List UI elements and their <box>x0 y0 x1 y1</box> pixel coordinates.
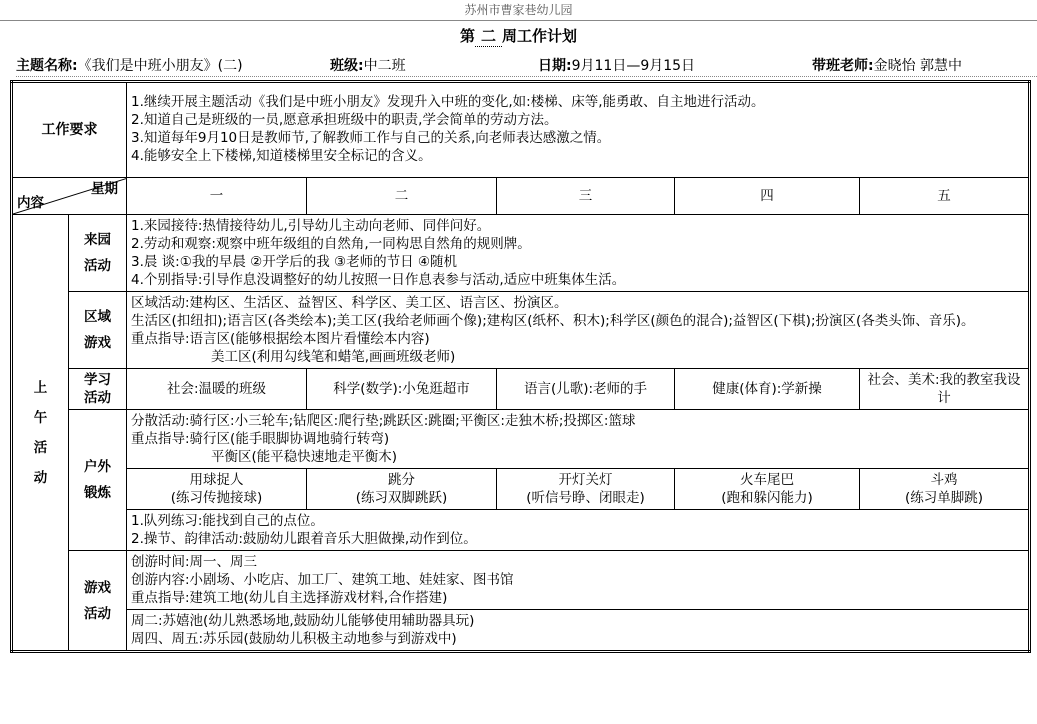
area-line: 区域活动:建构区、生活区、益智区、科学区、美工区、语言区、扮演区。 <box>131 295 568 311</box>
page-header: 苏州市曹家巷幼儿园 <box>0 0 1037 21</box>
area-row <box>12 292 1030 369</box>
game-goal: (练习单脚跳) <box>904 490 984 506</box>
work-req-line: 2.知道自己是班级的一员,愿意承担班级中的职责,学会简单的劳动方法。 <box>131 112 558 128</box>
teacher-label: 带班老师: <box>812 58 874 74</box>
arrival-content <box>127 215 1030 292</box>
page-title <box>0 26 1037 47</box>
study-label-line: 活动 <box>84 390 111 406</box>
outdoor-line: 分散活动:骑行区:小三轮车;钻爬区:爬行垫;跳跃区:跳圈;平衡区:走独木桥;投掷区:篮球 <box>131 413 636 429</box>
outdoor-label <box>69 410 127 551</box>
play-bottom-line: 周二:苏嬉池(幼儿熟悉场地,鼓励幼儿能够使用辅助器具玩) <box>131 613 475 629</box>
arrival-line: 1.来园接待:热情接待幼儿,引导幼儿主动向老师、同伴问好。 <box>131 218 491 234</box>
date-label: 日期: <box>538 58 572 74</box>
game-goal: (跑和躲闪能力) <box>721 490 813 506</box>
game-name: 火车尾巴 <box>740 472 794 488</box>
area-label <box>69 292 127 369</box>
morning-char: 活 <box>33 439 48 456</box>
day-header-tue: 二 <box>307 178 497 215</box>
theme-label: 主题名称: <box>16 58 78 74</box>
study-cell-mon: 社会:温暖的班级 <box>127 369 307 410</box>
outdoor-game-tue <box>307 469 497 510</box>
arrival-line: 3.晨 谈:①我的早晨 ②开学后的我 ③老师的节日 ④随机 <box>131 254 458 270</box>
morning-char: 上 <box>33 379 48 396</box>
area-content <box>127 292 1030 369</box>
play-line: 重点指导:建筑工地(幼儿自主选择游戏材料,合作搭建) <box>131 590 448 606</box>
day-header-thu: 四 <box>675 178 860 215</box>
game-goal: (听信号睁、闭眼走) <box>526 490 645 506</box>
day-header-fri: 五 <box>860 178 1030 215</box>
arrival-row <box>12 215 1030 292</box>
work-req-label: 工作要求 <box>12 82 127 178</box>
teacher-field <box>812 56 962 76</box>
game-name: 斗鸡 <box>930 472 958 488</box>
date-value: 9月11日—9月15日 <box>571 58 696 74</box>
arrival-label <box>69 215 127 292</box>
class-value: 中二班 <box>363 58 406 74</box>
study-cell-thu: 健康(体育):学新操 <box>675 369 860 410</box>
drill-row <box>12 510 1030 551</box>
work-req-row <box>12 82 1030 178</box>
theme-field <box>16 56 243 76</box>
study-cell-tue: 科学(数学):小兔逛超市 <box>307 369 497 410</box>
area-label-line: 游戏 <box>84 335 111 351</box>
day-header-wed: 三 <box>497 178 675 215</box>
outdoor-line: 重点指导:骑行区(能手眼脚协调地骑行转弯) <box>131 431 390 447</box>
play-content <box>127 551 1030 610</box>
title-week: 二 <box>475 26 502 47</box>
title-suffix: 周工作计划 <box>502 27 578 45</box>
study-cell-wed: 语言(儿歌):老师的手 <box>497 369 675 410</box>
outdoor-label-line: 户外 <box>84 459 111 475</box>
arrival-line: 2.劳动和观察:观察中班年级组的自然角,一同构思自然角的规则牌。 <box>131 236 531 252</box>
game-name: 开灯关灯 <box>558 472 613 488</box>
outdoor-row <box>12 410 1030 469</box>
theme-value: 《我们是中班小朋友》(二) <box>77 58 243 74</box>
work-req-line: 1.继续开展主题活动《我们是中班小朋友》发现升入中班的变化,如:楼梯、床等,能勇敢、自主地进行活动。 <box>131 94 765 110</box>
drill-content <box>127 510 1030 551</box>
study-label <box>69 369 127 410</box>
game-name: 用球捉人 <box>189 472 244 488</box>
play-line: 创游时间:周一、周三 <box>131 554 258 570</box>
play-label-line: 活动 <box>84 605 111 622</box>
play-bottom-row <box>12 610 1030 652</box>
outdoor-games-row <box>12 469 1030 510</box>
outdoor-content <box>127 410 1030 469</box>
play-bottom-content <box>127 610 1030 652</box>
outdoor-game-wed <box>497 469 675 510</box>
week-label: 星期 <box>91 181 118 197</box>
content-label: 内容 <box>17 195 44 211</box>
teacher-value: 金晓怡 郭慧中 <box>873 58 963 74</box>
arrival-label-line: 活动 <box>84 258 111 274</box>
outdoor-label-line: 锻炼 <box>84 485 111 501</box>
area-line: 重点指导:语言区(能够根据绘本图片看懂绘本内容) <box>131 331 430 347</box>
play-row <box>12 551 1030 610</box>
area-label-line: 区域 <box>84 309 111 325</box>
morning-char: 动 <box>33 469 48 486</box>
play-label-line: 游戏 <box>84 579 111 596</box>
game-name: 跳分 <box>388 472 415 488</box>
morning-activities-label <box>12 215 69 652</box>
area-line: 生活区(扣纽扣);语言区(各类绘本);美工区(我给老师画个像);建构区(纸杯、积木);科学区(颜色的混合);益智区(下棋);扮演区(各类头饰、音乐)。 <box>131 313 975 329</box>
work-req-line: 3.知道每年9月10日是教师节,了解教师工作与自己的关系,向老师表达感激之情。 <box>131 130 611 146</box>
weekly-plan-table <box>10 80 1031 653</box>
play-line: 创游内容:小剧场、小吃店、加工厂、建筑工地、娃娃家、图书馆 <box>131 572 514 588</box>
arrival-line: 4.个别指导:引导作息没调整好的幼儿按照一日作息表参与活动,适应中班集体生活。 <box>131 272 626 288</box>
meta-row <box>16 56 1037 77</box>
outdoor-game-mon <box>127 469 307 510</box>
game-goal: (练习传抛接球) <box>170 490 263 506</box>
outdoor-game-thu <box>675 469 860 510</box>
class-label: 班级: <box>330 58 364 74</box>
drill-line: 1.队列练习:能找到自己的点位。 <box>131 513 324 529</box>
arrival-label-line: 来园 <box>84 232 111 248</box>
class-field <box>330 56 406 76</box>
day-header-mon: 一 <box>127 178 307 215</box>
area-indent-line: 美工区(利用勾线笔和蜡笔,画画班级老师) <box>211 349 456 365</box>
date-field <box>538 56 695 76</box>
work-req-line: 4.能够安全上下楼梯,知道楼梯里安全标记的含义。 <box>131 148 432 164</box>
outdoor-indent-line: 平衡区(能平稳快速地走平衡木) <box>211 449 398 465</box>
study-label-line: 学习 <box>84 372 111 388</box>
work-req-content <box>127 82 1030 178</box>
game-goal: (练习双脚跳跃) <box>355 490 448 506</box>
morning-char: 午 <box>33 409 48 426</box>
study-cell-fri: 社会、美术:我的教室我设计 <box>860 369 1030 410</box>
outdoor-game-fri <box>860 469 1030 510</box>
play-bottom-line: 周四、周五:苏乐园(鼓励幼儿积极主动地参与到游戏中) <box>131 631 457 647</box>
days-header-row <box>12 178 1030 215</box>
drill-line: 2.操节、韵律活动:鼓励幼儿跟着音乐大胆做操,动作到位。 <box>131 531 477 547</box>
title-prefix: 第 <box>459 27 475 45</box>
study-row <box>12 369 1030 410</box>
diagonal-header-cell <box>12 178 127 215</box>
play-label <box>69 551 127 652</box>
